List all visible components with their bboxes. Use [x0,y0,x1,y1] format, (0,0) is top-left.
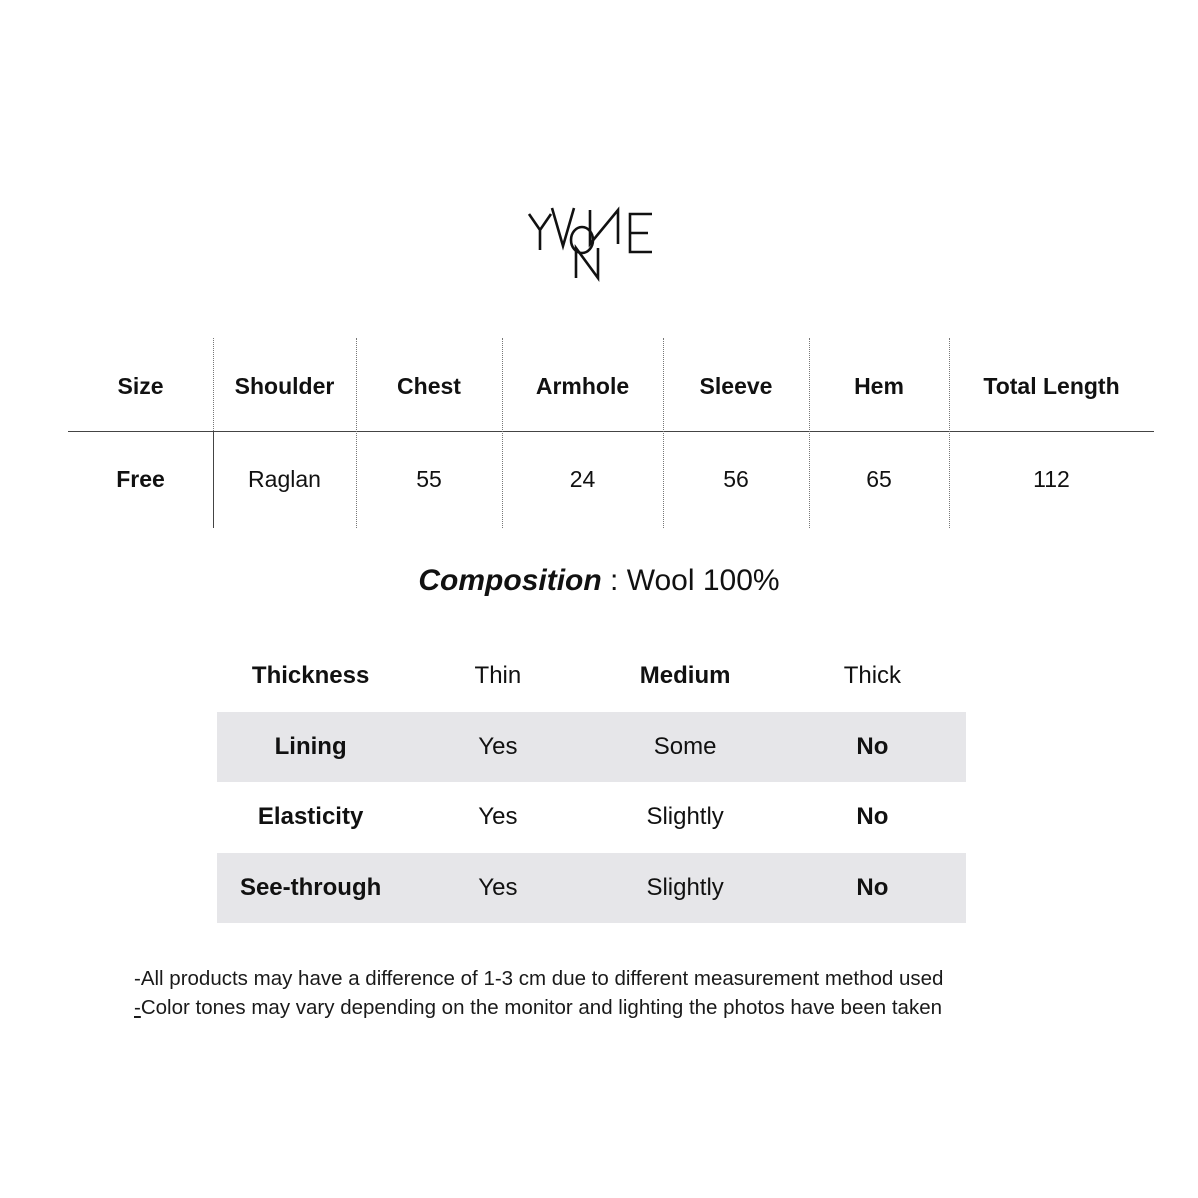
column-divider [809,338,810,528]
cell-sleeve: 56 [723,465,749,492]
option-yes: Yes [478,803,518,831]
note-measurement: -All products may have a difference of 1-3 cm due to different measurement method used [134,967,944,990]
cell-shoulder: Raglan [248,465,321,492]
row-label-see-through: See-through [239,873,382,901]
option-slightly: Slightly [646,803,724,831]
cell-hem: 65 [866,465,892,492]
column-divider [663,338,664,528]
composition-value: Wool 100% [626,564,780,597]
option-thick: Thick [843,662,902,690]
row-label-lining: Lining [274,732,347,760]
option-medium-selected: Medium [639,662,731,690]
header-size: Size [117,373,164,399]
table-row-thickness [217,641,966,712]
table-row-see-through [217,853,966,924]
header-hem: Hem [854,373,904,399]
option-yes: Yes [478,732,518,760]
cell-size: Free [116,465,165,492]
header-armhole: Armhole [535,373,630,399]
header-total-length: Total Length [983,373,1120,399]
column-divider [502,338,503,528]
option-no-selected: No [856,732,889,760]
note-dash: - [134,996,141,1019]
brand-logo [526,196,658,282]
column-divider [949,338,950,528]
note-color-text: Color tones may vary depending on the monitor and lighting the photos have been taken [140,996,942,1019]
row-label-thickness: Thickness [251,662,370,690]
cell-chest: 55 [416,465,442,492]
option-no-selected: No [856,803,889,831]
row-label-elasticity: Elasticity [257,803,364,831]
header-sleeve: Sleeve [699,373,773,399]
cell-total-length: 112 [1033,465,1070,492]
cell-armhole: 24 [569,465,596,492]
size-table-header [68,338,1154,432]
column-divider [213,338,214,431]
option-thin: Thin [474,662,522,690]
option-yes: Yes [478,873,518,901]
disclaimer-notes [134,964,1114,1022]
header-chest: Chest [397,373,461,399]
column-divider [356,338,357,528]
table-row-elasticity [217,782,966,853]
fabric-properties-table [217,641,966,923]
table-row [68,432,1154,526]
option-slightly: Slightly [646,873,724,901]
composition-label: Composition [418,564,602,597]
header-shoulder: Shoulder [234,373,335,399]
composition-separator: : [601,564,627,597]
note-color [134,993,1114,1022]
option-some: Some [653,732,717,760]
column-divider [213,432,214,528]
size-table [68,338,1154,526]
option-no-selected: No [856,873,889,901]
composition-line [0,564,1198,598]
table-row-lining [217,712,966,783]
